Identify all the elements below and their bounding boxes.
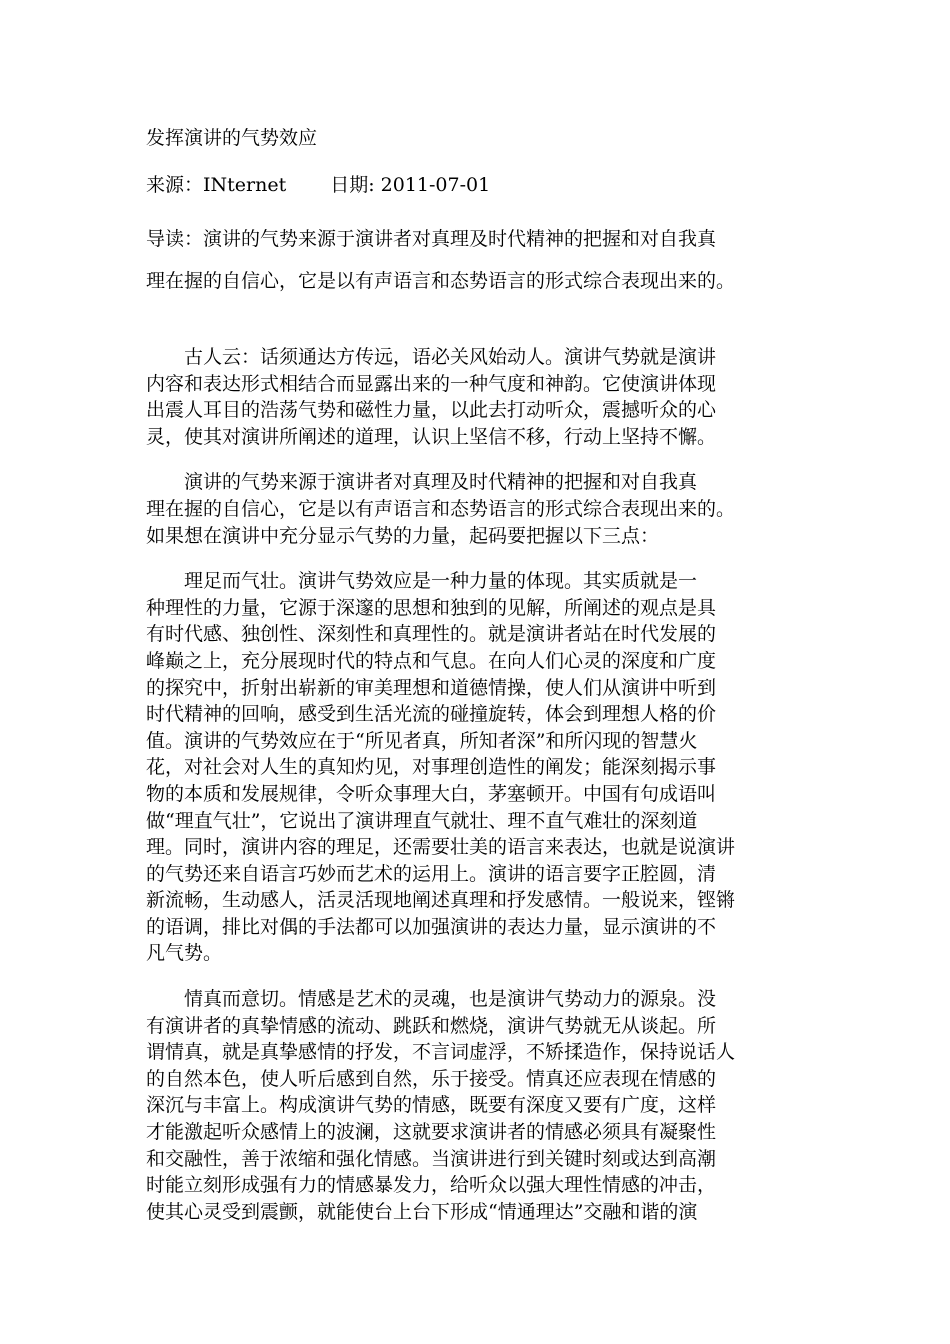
paragraph-line: 情真而意切。情感是艺术的灵魂，也是演讲气势动力的源泉。没: [146, 988, 717, 1011]
paragraph-line: 做“理直气壮”，它说出了演讲理直气就壮、理不直气难壮的深刻道: [146, 809, 698, 832]
body-paragraph: [146, 986, 818, 1225]
paragraph-line: 出震人耳目的浩荡气势和磁性力量，以此去打动听众，震撼听众的心: [146, 399, 717, 422]
paragraph-line: 才能激起听众感情上的波澜，这就要求演讲者的情感必须具有凝聚性: [146, 1121, 717, 1144]
source-label: 来源：INternet: [146, 174, 287, 196]
body-paragraph: [146, 469, 818, 549]
article-title: 发挥演讲的气势效应: [146, 127, 318, 149]
paragraph-line: 新流畅，生动感人，活灵活现地阐述真理和抒发感情。一般说来，铿锵: [146, 889, 736, 912]
paragraph-line: 理。同时，演讲内容的理足，还需要壮美的语言来表达，也就是说演讲: [146, 836, 736, 859]
paragraph-line: 灵，使其对演讲所阐述的道理，认识上坚信不移，行动上坚持不懈。: [146, 425, 717, 448]
paragraph-line: 的语调，排比对偶的手法都可以加强演讲的表达力量，显示演讲的不: [146, 915, 717, 938]
paragraph-line: 时能立刻形成强有力的情感暴发力，给听众以强大理性情感的冲击，: [146, 1174, 717, 1197]
paragraph-line: 深沉与丰富上。构成演讲气势的情感，既要有深度又要有广度，这样: [146, 1094, 717, 1117]
paragraph-line: 有时代感、独创性、深刻性和真理性的。就是演讲者站在时代发展的: [146, 623, 717, 646]
paragraph-line: 的探究中，折射出崭新的审美理想和道德情操，使人们从演讲中听到: [146, 676, 717, 699]
intro-line: 理在握的自信心，它是以有声语言和态势语言的形式综合表现出来的。: [146, 270, 736, 292]
paragraph-line: 种理性的力量，它源于深邃的思想和独到的见解，所阐述的观点是具: [146, 596, 717, 619]
paragraph-line: 理足而气壮。演讲气势效应是一种力量的体现。其实质就是一: [146, 570, 698, 593]
paragraph-line: 如果想在演讲中充分显示气势的力量，起码要把握以下三点：: [146, 524, 660, 547]
body-paragraph: [146, 568, 818, 967]
body-paragraph: [146, 344, 818, 450]
paragraph-line: 值。演讲的气势效应在于“所见者真，所知者深”和所闪现的智慧火: [146, 729, 698, 752]
paragraph-line: 花，对社会对人生的真知灼见，对事理创造性的阐发；能深刻揭示事: [146, 756, 717, 779]
paragraph-line: 演讲的气势来源于演讲者对真理及时代精神的把握和对自我真: [146, 471, 698, 494]
paragraph-line: 物的本质和发展规律，令听众事理大白，茅塞顿开。中国有句成语叫: [146, 782, 717, 805]
paragraph-line: 凡气势。: [146, 942, 223, 965]
paragraph-line: 的自然本色，使人听后感到自然，乐于接受。情真还应表现在情感的: [146, 1067, 717, 1090]
paragraph-line: 的气势还来自语言巧妙而艺术的运用上。演讲的语言要字正腔圆，清: [146, 862, 717, 885]
paragraph-line: 理在握的自信心，它是以有声语言和态势语言的形式综合表现出来的。: [146, 497, 736, 520]
paragraph-line: 和交融性，善于浓缩和强化情感。当演讲进行到关键时刻或达到高潮: [146, 1147, 717, 1170]
paragraph-line: 内容和表达形式相结合而显露出来的一种气度和神韵。它使演讲体现: [146, 372, 717, 395]
date-label: 日期: 2011-07-01: [330, 174, 491, 196]
article-body: [146, 344, 818, 1244]
intro-summary: [146, 218, 826, 302]
article-meta: [146, 172, 490, 198]
paragraph-line: 古人云：话须通达方传远，语必关风始动人。演讲气势就是演讲: [146, 346, 717, 368]
paragraph-line: 谓情真，就是真挚感情的抒发，不言词虚浮，不矫揉造作，保持说话人: [146, 1041, 736, 1064]
intro-line: 导读：演讲的气势来源于演讲者对真理及时代精神的把握和对自我真: [146, 228, 717, 250]
paragraph-line: 有演讲者的真挚情感的流动、跳跃和燃烧，演讲气势就无从谈起。所: [146, 1014, 717, 1037]
paragraph-line: 峰巅之上，充分展现时代的特点和气息。在向人们心灵的深度和广度: [146, 649, 717, 672]
paragraph-line: 使其心灵受到震颤，就能使台上台下形成“情通理达”交融和谐的演: [146, 1200, 698, 1223]
paragraph-line: 时代精神的回响，感受到生活光流的碰撞旋转，体会到理想人格的价: [146, 703, 717, 726]
